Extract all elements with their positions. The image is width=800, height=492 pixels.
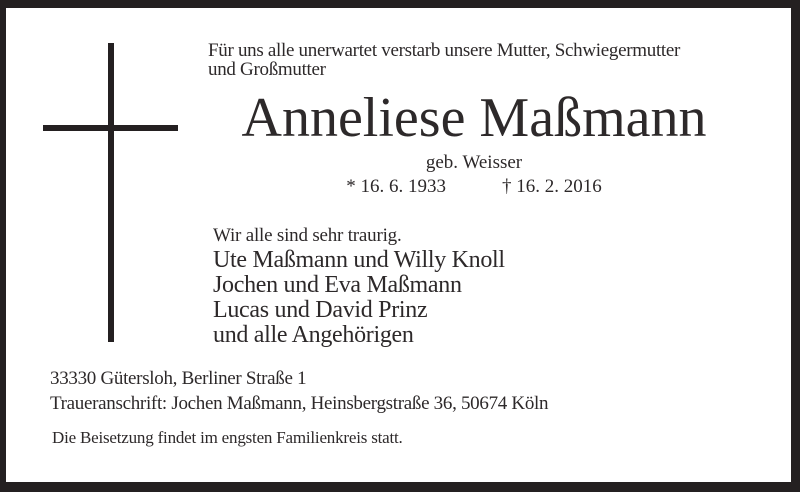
home-address-line: 33330 Gütersloh, Berliner Straße 1 [50, 368, 307, 389]
address-block [50, 366, 548, 416]
mourning-statement: Wir alle sind sehr traurig. [213, 225, 402, 246]
mourners-list [213, 248, 505, 348]
cross-horizontal-bar [43, 125, 178, 131]
mourner-line: Ute Maßmann und Willy Knoll [213, 247, 505, 273]
maiden-name: geb. Weisser [425, 152, 523, 173]
intro-text [208, 41, 680, 79]
cross-vertical-bar [108, 43, 114, 342]
intro-line-2: und Großmutter [208, 59, 326, 80]
condolence-address-line: Traueranschrift: Jochen Maßmann, Heinsbergstraße 36, 50674 Köln [50, 393, 549, 414]
death-date: † 16. 2. 2016 [502, 176, 602, 197]
intro-line-1: Für uns alle unerwartet verstarb unsere Mutter, Schwiegermutter [208, 40, 681, 61]
deceased-name: Anneliese Maßmann [241, 87, 707, 149]
mourner-line: und alle Angehörigen [213, 322, 414, 348]
life-dates [208, 177, 740, 196]
funeral-note: Die Beisetzung findet im engsten Familienkreis statt. [52, 428, 403, 447]
mourner-line: Lucas und David Prinz [213, 297, 428, 323]
birth-date: * 16. 6. 1933 [346, 176, 446, 197]
mourner-line: Jochen und Eva Maßmann [213, 272, 462, 298]
